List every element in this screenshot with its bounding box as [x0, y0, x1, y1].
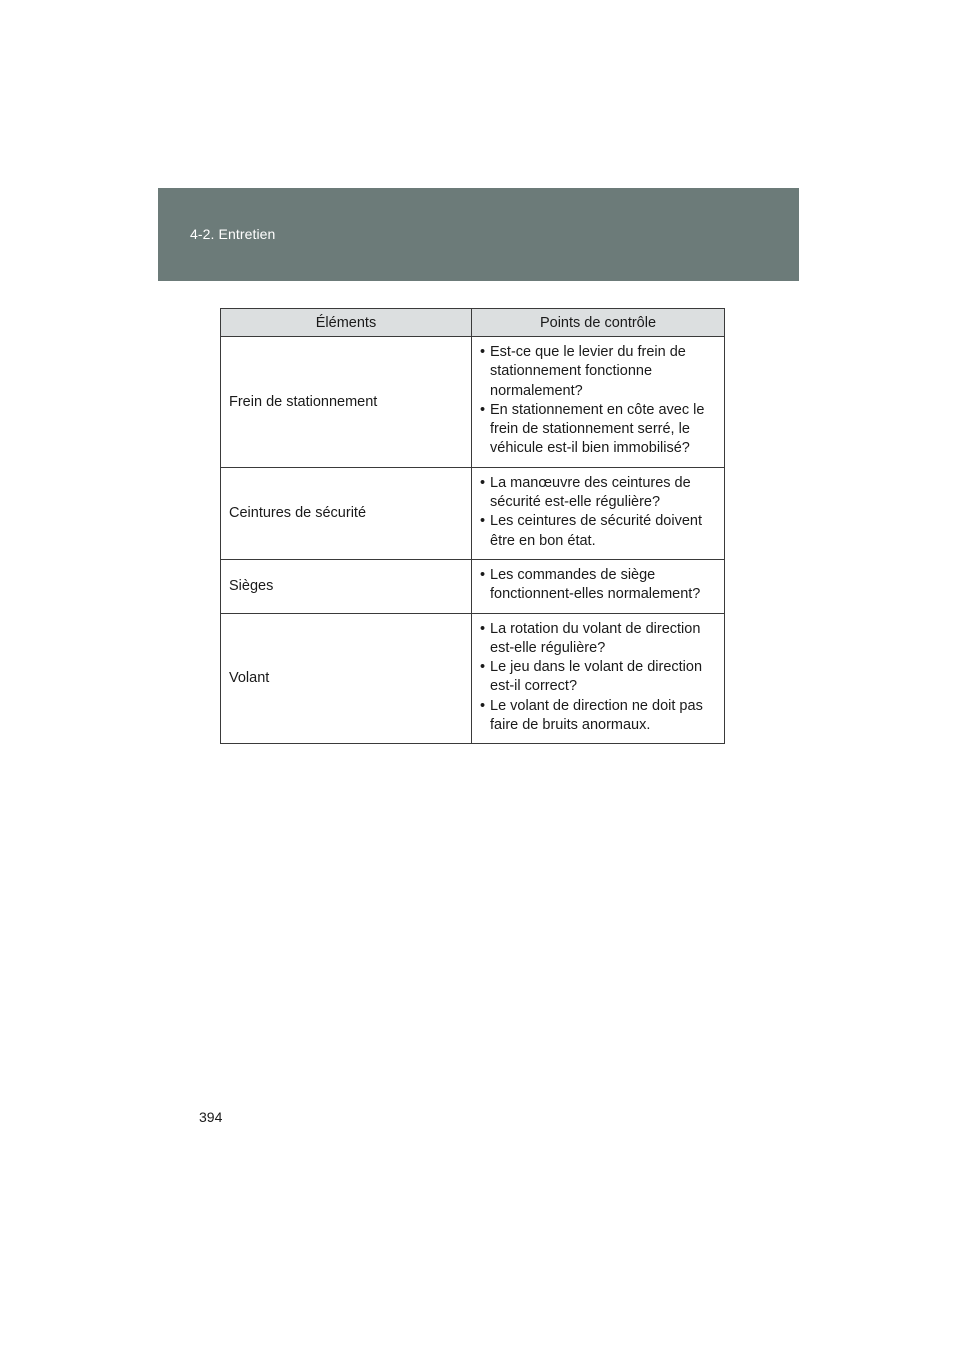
element-cell: Frein de stationnement — [221, 337, 472, 468]
page-number: 394 — [199, 1109, 223, 1125]
element-cell: Ceintures de sécurité — [221, 467, 472, 559]
checkpoint-item: • Les commandes de siège fonctionnent-elles normalement? — [480, 566, 720, 605]
table-row — [221, 613, 725, 744]
checkpoint-item: • Le jeu dans le volant de direction est-il correct? — [480, 658, 720, 697]
checkpoint-item: • Est-ce que le levier du frein de stationnement fonctionne normalement? — [480, 343, 720, 401]
table-row — [221, 559, 725, 613]
checkpoints-cell — [472, 337, 725, 468]
element-cell: Sièges — [221, 559, 472, 613]
checkpoint-item: • La rotation du volant de direction est-elle régulière? — [480, 620, 720, 659]
maintenance-checklist-table — [220, 308, 725, 744]
column-header-elements: Éléments — [221, 309, 472, 337]
checkpoint-item: • La manœuvre des ceintures de sécurité est-elle régulière? — [480, 474, 720, 513]
element-cell: Volant — [221, 613, 472, 744]
checkpoints-cell — [472, 559, 725, 613]
checkpoint-item: • Les ceintures de sécurité doivent être en bon état. — [480, 512, 720, 551]
checkpoint-item: • En stationnement en côte avec le frein de stationnement serré, le véhicule est-il bien immobilisé? — [480, 401, 720, 459]
column-header-checkpoints: Points de contrôle — [472, 309, 725, 337]
table-row — [221, 467, 725, 559]
table-row — [221, 337, 725, 468]
section-title: 4-2. Entretien — [190, 226, 276, 242]
checkpoint-item: • Le volant de direction ne doit pas faire de bruits anormaux. — [480, 697, 720, 736]
table-header-row — [221, 309, 725, 337]
section-header-band — [158, 188, 799, 281]
checkpoints-cell — [472, 613, 725, 744]
checkpoints-cell — [472, 467, 725, 559]
